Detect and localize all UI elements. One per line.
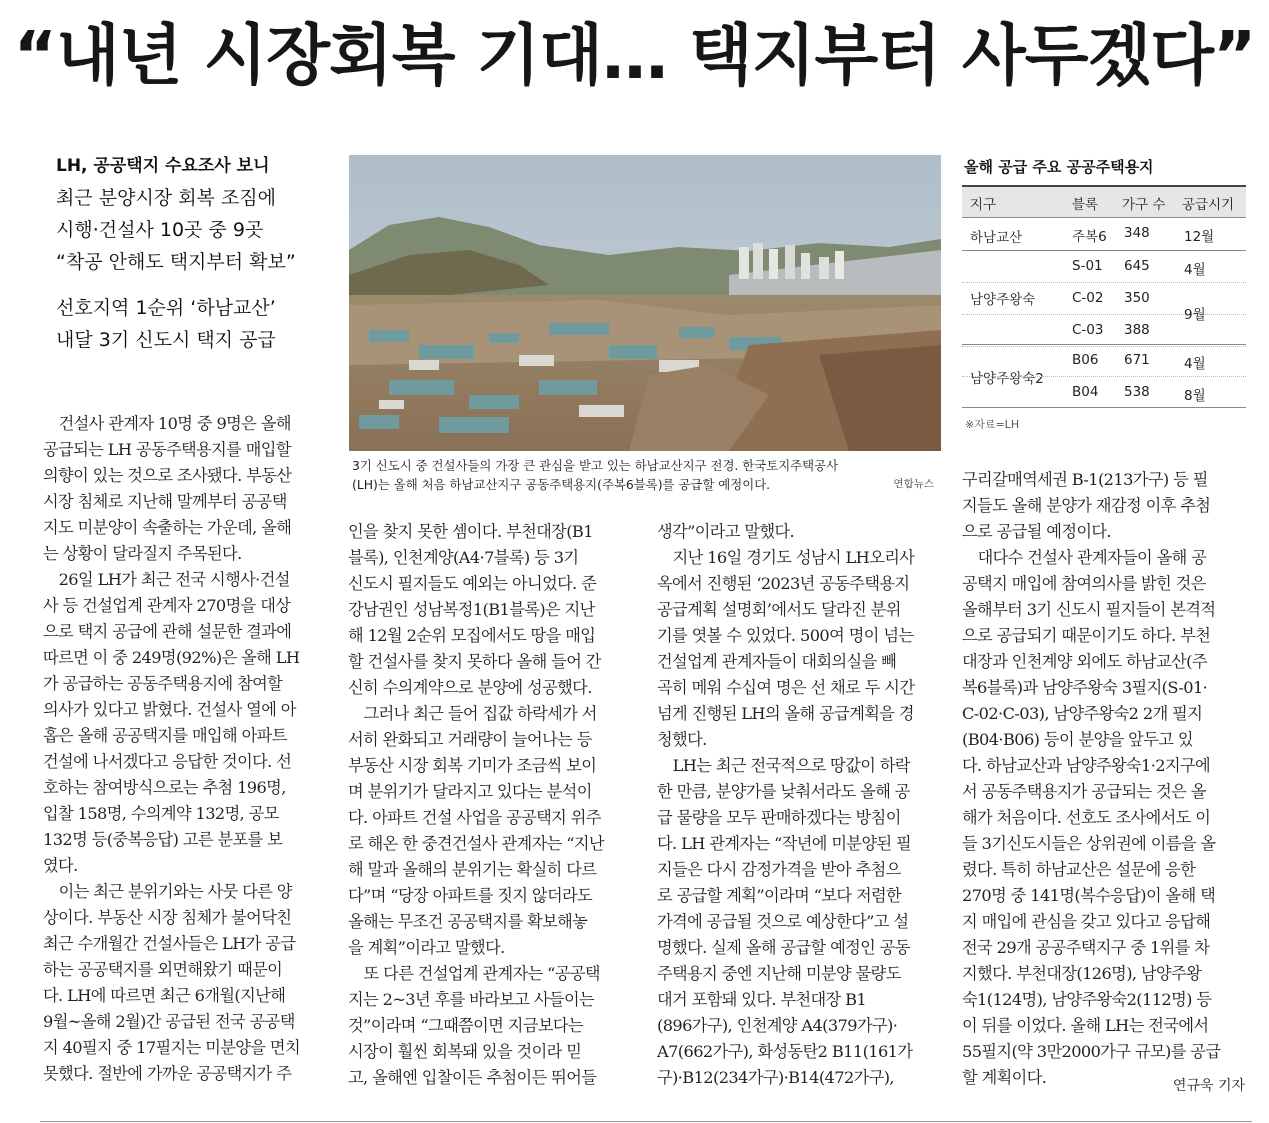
- table-cell-block: C-03: [1072, 322, 1104, 338]
- article-line: 사 등 건설업계 관계자 270명을 대상: [43, 596, 291, 615]
- article-line: 다. 아파트 건설 사업을 공공택지 위주: [348, 808, 601, 827]
- article-line: 올해는 무조건 공공택지를 확보해놓: [348, 912, 588, 931]
- article-column-3: [657, 519, 947, 1091]
- article-line: 가 공급하는 공동주택용지에 참여할: [43, 674, 283, 693]
- article-line: 다”며 “당장 아파트를 짓지 않더라도: [348, 886, 593, 905]
- table-cell-period: 8월: [1184, 388, 1206, 404]
- article-line: 청했다.: [657, 730, 707, 749]
- article-line: 넘게 진행된 LH의 올해 공급계획을 경: [657, 704, 914, 723]
- article-line: 따르면 이 중 249명(92%)은 올해 LH: [43, 648, 300, 667]
- article-line: 이 뒤를 이었다. 올해 LH는 전국에서: [962, 1016, 1209, 1035]
- article-line: 건설사 관계자 10명 중 9명은 올해: [43, 414, 291, 433]
- article-line: 상이다. 부동산 시장 침체가 불어닥친: [43, 908, 292, 927]
- supply-table: [962, 185, 1246, 408]
- article-line: 들 3기신도시들은 상위권에 이름을 올: [962, 834, 1216, 853]
- article-line: 곡히 메워 수십여 명은 선 채로 두 시간: [657, 678, 915, 697]
- article-line: 다. 하남교산과 남양주왕숙1·2지구에: [962, 756, 1211, 775]
- subheads: [56, 150, 346, 356]
- article-line: 며 분위기가 달라지고 있다는 분석이: [348, 782, 592, 801]
- article-line: 명했다. 실제 올해 공급할 예정인 공동: [657, 938, 910, 957]
- article-line: 55필지(약 3만2000가구 규모)를 공급: [962, 1042, 1221, 1061]
- table-title: 올해 공급 주요 공공주택용지: [964, 158, 1154, 176]
- headline: “내년 시장회복 기대… 택지부터 사두겠다”: [13, 17, 1256, 94]
- table-group: [962, 345, 1246, 408]
- caption-text: (LH)는 올해 처음 하남교산지구 공동주택용지(주복6블록)를 공급할 예정이다.: [352, 477, 771, 492]
- table-cell-units: 645: [1124, 258, 1150, 274]
- article-line: 132명 등(중복응답) 고른 분포를 보: [43, 830, 283, 849]
- bottom-rule: [40, 1121, 1252, 1122]
- article-line: 지난 16일 경기도 성남시 LH오리사: [657, 548, 915, 567]
- table-header: [962, 185, 1246, 218]
- photo-credit: 연합뉴스: [893, 478, 934, 490]
- article-line: 지들은 다시 감정가격을 받아 추첨으: [657, 860, 901, 879]
- table-source: ※자료=LH: [965, 418, 1020, 431]
- article-line: 옥에서 진행된 ‘2023년 공동주택용지: [657, 574, 910, 593]
- article-line: 대장과 인천계양 외에도 하남교산(주: [962, 652, 1207, 671]
- article-line: 할 계획이다.: [962, 1068, 1047, 1087]
- article-line: 이는 최근 분위기와는 사뭇 다른 양: [43, 882, 292, 901]
- table-cell-block: B06: [1072, 352, 1099, 368]
- article-line: 을 계획”이라고 말했다.: [348, 938, 505, 957]
- article-line: 가격에 공급될 것으로 예상한다”고 설: [657, 912, 909, 931]
- article-line: 건설에 나서겠다고 응답한 것이다. 선: [43, 752, 292, 771]
- table-header-period: 공급시기: [1182, 197, 1235, 213]
- article-line: 블록), 인천계양(A4·7블록) 등 3기: [348, 548, 579, 567]
- article-line: 지했다. 부천대장(126명), 남양주왕: [962, 964, 1202, 983]
- subhead-line: 내달 3기 신도시 택지 공급: [56, 329, 276, 351]
- table-cell-period-merged: 9월: [1184, 307, 1206, 323]
- article-line: 올해부터 3기 신도시 필지들이 본격적: [962, 600, 1216, 619]
- article-line: 한 만큼, 분양가를 낮춰서라도 올해 공: [657, 782, 910, 801]
- table-cell-district: 하남교산: [970, 230, 1023, 246]
- subhead-line: 선호지역 1순위 ‘하남교산’: [56, 297, 276, 319]
- article-line: C-02·C-03), 남양주왕숙2 2개 필지: [962, 704, 1203, 723]
- article-line: 였다.: [43, 856, 78, 875]
- article-line: LH는 최근 전국적으로 땅값이 하락: [657, 756, 910, 775]
- caption-line: [352, 475, 952, 494]
- article-line: 그러나 최근 들어 집값 하락세가 서: [348, 704, 597, 723]
- article-line: 입찰 158명, 수의계약 132명, 공모: [43, 804, 279, 823]
- article-line: 공택지 매입에 참여의사를 밝힌 것은: [962, 574, 1206, 593]
- table-cell-district: 남양주왕숙: [970, 292, 1036, 308]
- article-line: 또 다른 건설업계 관계자는 “공공택: [348, 964, 600, 983]
- table-cell-district: 남양주왕숙2: [970, 371, 1044, 387]
- table-cell-period: 4월: [1184, 356, 1206, 372]
- article-line: 전국 29개 공공주택지구 중 1위를 차: [962, 938, 1210, 957]
- article-line: 공급되는 LH 공동주택용지를 매입할: [43, 440, 291, 459]
- article-line: 다. LH 관계자는 “작년에 미분양된 필: [657, 834, 912, 853]
- article-line: 기를 엿볼 수 있었다. 500여 명이 넘는: [657, 626, 914, 645]
- table-cell-block: 주복6: [1072, 229, 1107, 245]
- photo-caption: [352, 456, 952, 494]
- article-line: 26일 LH가 최근 전국 시행사·건설: [43, 570, 290, 589]
- article-line: 주택용지 중엔 지난해 미분양 물량도: [657, 964, 901, 983]
- article-line: 으로 공급될 예정이다.: [962, 522, 1111, 541]
- article-line: 시장 침체로 지난해 말께부터 공공택: [43, 492, 287, 511]
- article-line: 구)·B12(234가구)·B14(472가구),: [657, 1068, 894, 1087]
- table-group: [962, 251, 1246, 345]
- article-line: 것”이라며 “그때쯤이면 지금보다는: [348, 1016, 583, 1035]
- table-row: [962, 251, 1246, 283]
- article-line: 지는 2~3년 후를 바라보고 사들이는: [348, 990, 595, 1009]
- table-cell-units: 348: [1124, 225, 1150, 241]
- table-row: [962, 345, 1246, 377]
- article-line: 지 매입에 관심을 갖고 있다고 응답해: [962, 912, 1211, 931]
- table-cell-units: 388: [1124, 322, 1150, 338]
- article-line: 의향이 있는 것으로 조사됐다. 부동산: [43, 466, 292, 485]
- article-line: 구리갈매역세권 B-1(213가구) 등 필: [962, 470, 1208, 489]
- article-line: 의사가 있다고 밝혔다. 건설사 열에 아: [43, 700, 296, 719]
- article-line: 서히 완화되고 거래량이 늘어나는 등: [348, 730, 592, 749]
- article-line: A7(662가구), 화성동탄2 B11(161가: [657, 1042, 913, 1061]
- article-line: 하는 공공택지를 외면해왔기 때문이: [43, 960, 283, 979]
- article-line: 부동산 시장 회복 기미가 조금씩 보이: [348, 756, 597, 775]
- byline: 연규욱 기자: [1172, 1078, 1245, 1094]
- article-line: 복6블록)과 남양주왕숙 3필지(S-01·: [962, 678, 1208, 697]
- table-row: [962, 377, 1246, 408]
- article-line: 렸다. 특히 하남교산은 설문에 응한: [962, 860, 1196, 879]
- article-line: 는 상황이 달라질지 주목된다.: [43, 544, 242, 563]
- article-line: 건설업계 관계자들이 대회의실을 빼: [657, 652, 897, 671]
- article-line: 고, 올해엔 입찰이든 추첨이든 뛰어들: [348, 1068, 597, 1087]
- article-line: 시장이 훨씬 회복돼 있을 것이라 믿: [348, 1042, 582, 1061]
- article-line: 으로 공급되기 때문이기도 하다. 부천: [962, 626, 1211, 645]
- article-line: 인을 찾지 못한 셈이다. 부천대장(B1: [348, 522, 593, 541]
- article-line: 할 건설사를 찾지 못하다 올해 들어 간: [348, 652, 601, 671]
- table-cell-block: B04: [1072, 384, 1099, 400]
- article-line: 신도시 필지들도 예외는 아니었다. 준: [348, 574, 597, 593]
- article-column-4: [962, 467, 1252, 1091]
- article-line: 숙1(124명), 남양주왕숙2(112명) 등: [962, 990, 1212, 1009]
- subhead-line: “착공 안해도 택지부터 확보”: [56, 251, 296, 273]
- article-line: 지도 미분양이 속출하는 가운데, 올해: [43, 518, 292, 537]
- article-line: 로 공급할 계획”이라며 “보다 저렴한: [657, 886, 902, 905]
- article-line: (B04·B06) 등이 분양을 앞두고 있: [962, 730, 1193, 749]
- subhead-line: 시행·건설사 10곳 중 9곳: [56, 219, 264, 241]
- table-cell-units: 671: [1124, 352, 1150, 368]
- article-line: 9월~올해 2월)간 공급된 전국 공공택: [43, 1012, 295, 1031]
- article-line: 해가 처음이다. 선호도 조사에서도 이: [962, 808, 1211, 827]
- table-cell-units: 350: [1124, 290, 1150, 306]
- table-header-units: 가구 수: [1122, 197, 1166, 213]
- table-header-district: 지구: [970, 197, 997, 213]
- article-line: 대거 포함돼 있다. 부천대장 B1: [657, 990, 867, 1009]
- table-cell-period: 12월: [1184, 229, 1215, 245]
- article-line: 못했다. 절반에 가까운 공공택지가 주: [43, 1064, 292, 1083]
- article-column-1: [43, 411, 333, 1087]
- table-group: [962, 218, 1246, 251]
- table-row: [962, 218, 1246, 249]
- aerial-photo-illustration: [349, 155, 941, 451]
- article-line: 서 공동주택용지가 공급되는 것은 올: [962, 782, 1206, 801]
- article-line: 지 40필지 중 17필지는 미분양을 면치: [43, 1038, 301, 1057]
- table-cell-block: C-02: [1072, 290, 1104, 306]
- article-line: 으로 택지 공급에 관해 설문한 결과에: [43, 622, 292, 641]
- article-column-2: [348, 519, 638, 1091]
- article-line: (896가구), 인천계양 A4(379가구)·: [657, 1016, 898, 1035]
- article-line: 270명 중 141명(복수응답)이 올해 택: [962, 886, 1216, 905]
- article-line: 다. LH에 따르면 최근 6개월(지난해: [43, 986, 286, 1005]
- table-cell-block: S-01: [1072, 258, 1103, 274]
- article-line: 지들도 올해 분양가 재감정 이후 추첨: [962, 496, 1211, 515]
- article-line: 해 말과 올해의 분위기는 확실히 다르: [348, 860, 597, 879]
- table-cell-period: 4월: [1184, 262, 1206, 278]
- aerial-photo: [349, 155, 941, 451]
- caption-line: 3기 신도시 중 건설사들의 가장 큰 관심을 받고 있는 하남교산지구 전경. 한국토지주택공사: [352, 458, 839, 473]
- article-line: 강남권인 성남복정1(B1블록)은 지난: [348, 600, 595, 619]
- article-line: 최근 수개월간 건설사들은 LH가 공급: [43, 934, 296, 953]
- table-header-block: 블록: [1072, 197, 1099, 213]
- article-line: 생각”이라고 말했다.: [657, 522, 795, 541]
- subhead-kicker: LH, 공공택지 수요조사 보니: [56, 156, 270, 176]
- article-line: 홉은 올해 공공택지를 매입해 아파트: [43, 726, 287, 745]
- subhead-line: 최근 분양시장 회복 조짐에: [56, 187, 277, 209]
- table-cell-units: 538: [1124, 384, 1150, 400]
- article-line: 해 12월 2순위 모집에서도 땅을 매입: [348, 626, 596, 645]
- article-line: 공급계획 설명회’에서도 달라진 분위: [657, 600, 901, 619]
- article-line: 호하는 참여방식으로는 추첨 196명,: [43, 778, 286, 797]
- article-line: 신히 수의계약으로 분양에 성공했다.: [348, 678, 592, 697]
- article-line: 로 해온 한 중견건설사 관계자는 “지난: [348, 834, 604, 853]
- article-line: 급 물량을 모두 판매하겠다는 방침이: [657, 808, 901, 827]
- article-line: 대다수 건설사 관계자들이 올해 공: [962, 548, 1207, 567]
